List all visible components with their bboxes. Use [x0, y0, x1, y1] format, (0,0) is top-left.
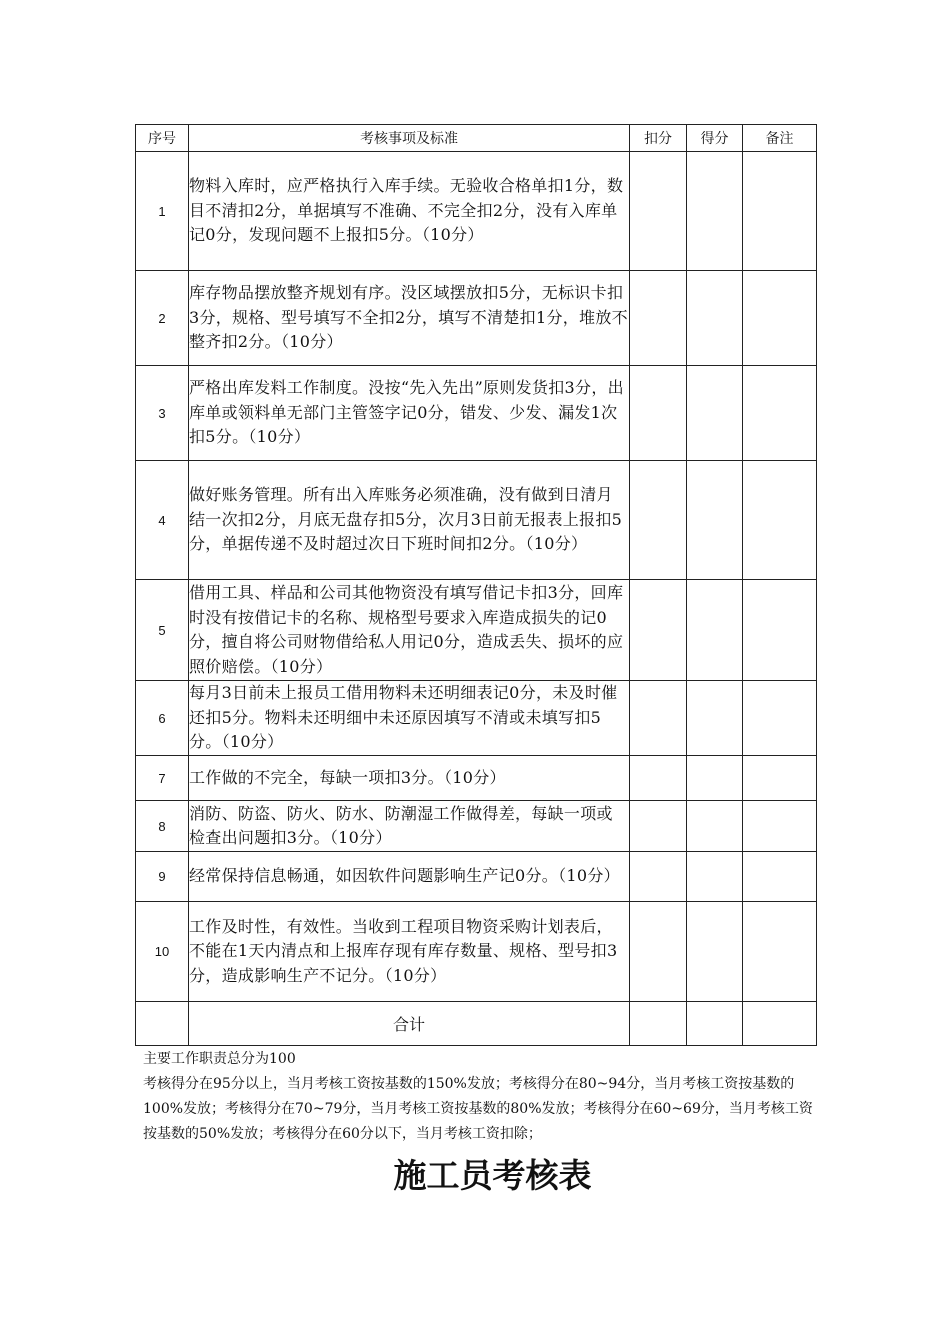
- deduct-cell[interactable]: [630, 902, 687, 1002]
- deduct-cell[interactable]: [630, 756, 687, 801]
- score-cell[interactable]: [687, 852, 743, 902]
- score-cell[interactable]: [687, 681, 743, 756]
- remark-cell[interactable]: [743, 681, 817, 756]
- row-criteria: 库存物品摆放整齐规划有序。没区域摆放扣5分，无标识卡扣3分，规格、型号填写不全扣2分，填写不清楚扣1分，堆放不整齐扣2分。（10分）: [189, 271, 630, 366]
- pay-rule-note: 考核得分在95分以上，当月考核工资按基数的150%发放；考核得分在80~94分，当月考核工资按基数的100%发放；考核得分在70~79分，当月考核工资按基数的80%发放；考核得分在60~69分，当月考核工资按基数的50%发放；考核得分在60分以下，当月考核工资扣除；: [143, 1076, 813, 1142]
- score-cell[interactable]: [687, 152, 743, 271]
- score-cell[interactable]: [687, 756, 743, 801]
- total-remark-cell[interactable]: [743, 1002, 817, 1046]
- deduct-cell[interactable]: [630, 271, 687, 366]
- remark-cell[interactable]: [743, 756, 817, 801]
- row-criteria: 物料入库时，应严格执行入库手续。无验收合格单扣1分，数目不清扣2分，单据填写不准确、不完全扣2分，没有入库单记0分，发现问题不上报扣5分。（10分）: [189, 152, 630, 271]
- score-cell[interactable]: [687, 801, 743, 852]
- row-number: 4: [136, 461, 189, 580]
- deduct-cell[interactable]: [630, 681, 687, 756]
- table-row: [136, 152, 817, 271]
- row-number: 9: [136, 852, 189, 902]
- next-section-title: 施工员考核表: [393, 1156, 592, 1195]
- remark-cell[interactable]: [743, 366, 817, 461]
- table-row: [136, 580, 817, 681]
- table-row: [136, 681, 817, 756]
- remark-cell[interactable]: [743, 461, 817, 580]
- row-criteria: 工作及时性，有效性。当收到工程项目物资采购计划表后，不能在1天内清点和上报库存现有库存数量、规格、型号扣3分，造成影响生产不记分。（10分）: [189, 902, 630, 1002]
- row-number: 6: [136, 681, 189, 756]
- total-deduct-cell[interactable]: [630, 1002, 687, 1046]
- total-score-note: 主要工作职责总分为100: [143, 1051, 296, 1067]
- row-number: 3: [136, 366, 189, 461]
- table-row: [136, 756, 817, 801]
- score-cell[interactable]: [687, 902, 743, 1002]
- row-number: 10: [136, 902, 189, 1002]
- remark-cell[interactable]: [743, 801, 817, 852]
- table-row: [136, 902, 817, 1002]
- remark-cell[interactable]: [743, 152, 817, 271]
- total-row: [136, 1002, 817, 1046]
- row-criteria: 消防、防盗、防火、防水、防潮湿工作做得差，每缺一项或检查出问题扣3分。（10分）: [189, 801, 630, 852]
- table-header-row: [136, 125, 817, 152]
- row-number: 5: [136, 580, 189, 681]
- header-score: 得分: [687, 125, 743, 152]
- row-criteria: 做好账务管理。所有出入库账务必须准确，没有做到日清月结一次扣2分，月底无盘存扣5分，次月3日前无报表上报扣5分，单据传递不及时超过次日下班时间扣2分。（10分）: [189, 461, 630, 580]
- total-score-cell[interactable]: [687, 1002, 743, 1046]
- table-row: [136, 271, 817, 366]
- deduct-cell[interactable]: [630, 152, 687, 271]
- deduct-cell[interactable]: [630, 852, 687, 902]
- header-remark: 备注: [743, 125, 817, 152]
- table-row: [136, 801, 817, 852]
- score-cell[interactable]: [687, 366, 743, 461]
- table-row: [136, 852, 817, 902]
- remark-cell[interactable]: [743, 852, 817, 902]
- row-number: 7: [136, 756, 189, 801]
- row-criteria: 借用工具、样品和公司其他物资没有填写借记卡扣3分，回库时没有按借记卡的名称、规格型号要求入库造成损失的记0分，擅自将公司财物借给私人用记0分，造成丢失、损坏的应照价赔偿。（10分）: [189, 580, 630, 681]
- total-number-cell: [136, 1002, 189, 1046]
- assessment-table: [135, 124, 817, 1046]
- row-criteria: 每月3日前未上报员工借用物料未还明细表记0分，未及时催还扣5分。物料未还明细中未还原因填写不清或未填写扣5分。（10分）: [189, 681, 630, 756]
- row-number: 8: [136, 801, 189, 852]
- row-number: 1: [136, 152, 189, 271]
- deduct-cell[interactable]: [630, 461, 687, 580]
- row-criteria: 经常保持信息畅通，如因软件问题影响生产记0分。（10分）: [189, 852, 630, 902]
- remark-cell[interactable]: [743, 902, 817, 1002]
- remark-cell[interactable]: [743, 580, 817, 681]
- deduct-cell[interactable]: [630, 801, 687, 852]
- header-criteria: 考核事项及标准: [189, 125, 630, 152]
- row-number: 2: [136, 271, 189, 366]
- deduct-cell[interactable]: [630, 366, 687, 461]
- score-cell[interactable]: [687, 461, 743, 580]
- table-row: [136, 461, 817, 580]
- total-label: 合计: [189, 1002, 630, 1046]
- score-cell[interactable]: [687, 580, 743, 681]
- score-cell[interactable]: [687, 271, 743, 366]
- header-no: 序号: [136, 125, 189, 152]
- table-row: [136, 366, 817, 461]
- deduct-cell[interactable]: [630, 580, 687, 681]
- row-criteria: 工作做的不完全，每缺一项扣3分。（10分）: [189, 756, 630, 801]
- scoring-notes: [143, 1047, 823, 1147]
- row-criteria: 严格出库发料工作制度。没按“先入先出”原则发货扣3分，出库单或领料单无部门主管签字记0分，错发、少发、漏发1次扣5分。（10分）: [189, 366, 630, 461]
- header-deduct: 扣分: [630, 125, 687, 152]
- remark-cell[interactable]: [743, 271, 817, 366]
